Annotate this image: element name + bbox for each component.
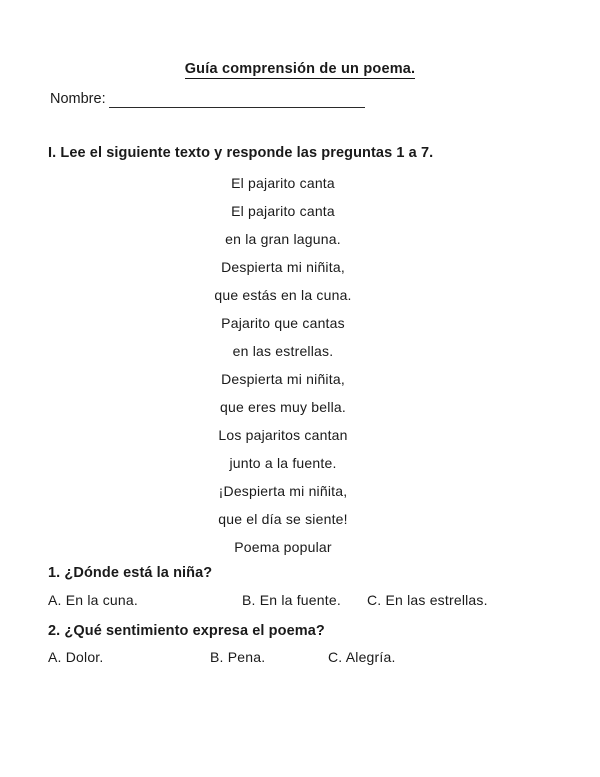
poem-line: ¡Despierta mi niñita, — [218, 483, 348, 499]
name-row — [50, 91, 365, 108]
poem-line: Despierta mi niñita, — [221, 259, 345, 275]
question-2-option-b: B. Pena. — [210, 649, 266, 665]
page-title-text: Guía comprensión de un poema. — [184, 61, 416, 77]
question-1-option-a: A. En la cuna. — [48, 592, 138, 608]
poem-line: en la gran laguna. — [225, 231, 341, 247]
poem-line: que eres muy bella. — [220, 399, 346, 415]
question-2-options — [0, 649, 600, 669]
page-title — [0, 61, 600, 77]
poem-line: junto a la fuente. — [229, 455, 337, 471]
name-label: Nombre: — [50, 91, 106, 107]
poem-line: El pajarito canta — [231, 203, 335, 219]
poem-line: El pajarito canta — [231, 175, 335, 191]
poem — [48, 169, 518, 561]
poem-line: en las estrellas. — [232, 343, 334, 359]
poem-attribution: Poema popular — [234, 539, 332, 555]
name-blank-line — [109, 91, 365, 108]
poem-line: Despierta mi niñita, — [221, 371, 345, 387]
poem-line: que el día se siente! — [218, 511, 348, 527]
poem-line: que estás en la cuna. — [214, 287, 352, 303]
poem-line: Los pajaritos cantan — [218, 427, 348, 443]
question-1-heading: 1. ¿Dónde está la niña? — [48, 565, 213, 581]
section-1-heading: I. Lee el siguiente texto y responde las preguntas 1 a 7. — [48, 145, 434, 161]
question-2-option-c: C. Alegría. — [328, 649, 396, 665]
question-1-options — [0, 592, 600, 612]
question-1-option-b: B. En la fuente. — [242, 592, 341, 608]
question-2-heading: 2. ¿Qué sentimiento expresa el poema? — [48, 623, 325, 639]
poem-line: Pajarito que cantas — [221, 315, 345, 331]
question-2-option-a: A. Dolor. — [48, 649, 104, 665]
question-1-option-c: C. En las estrellas. — [367, 592, 488, 608]
